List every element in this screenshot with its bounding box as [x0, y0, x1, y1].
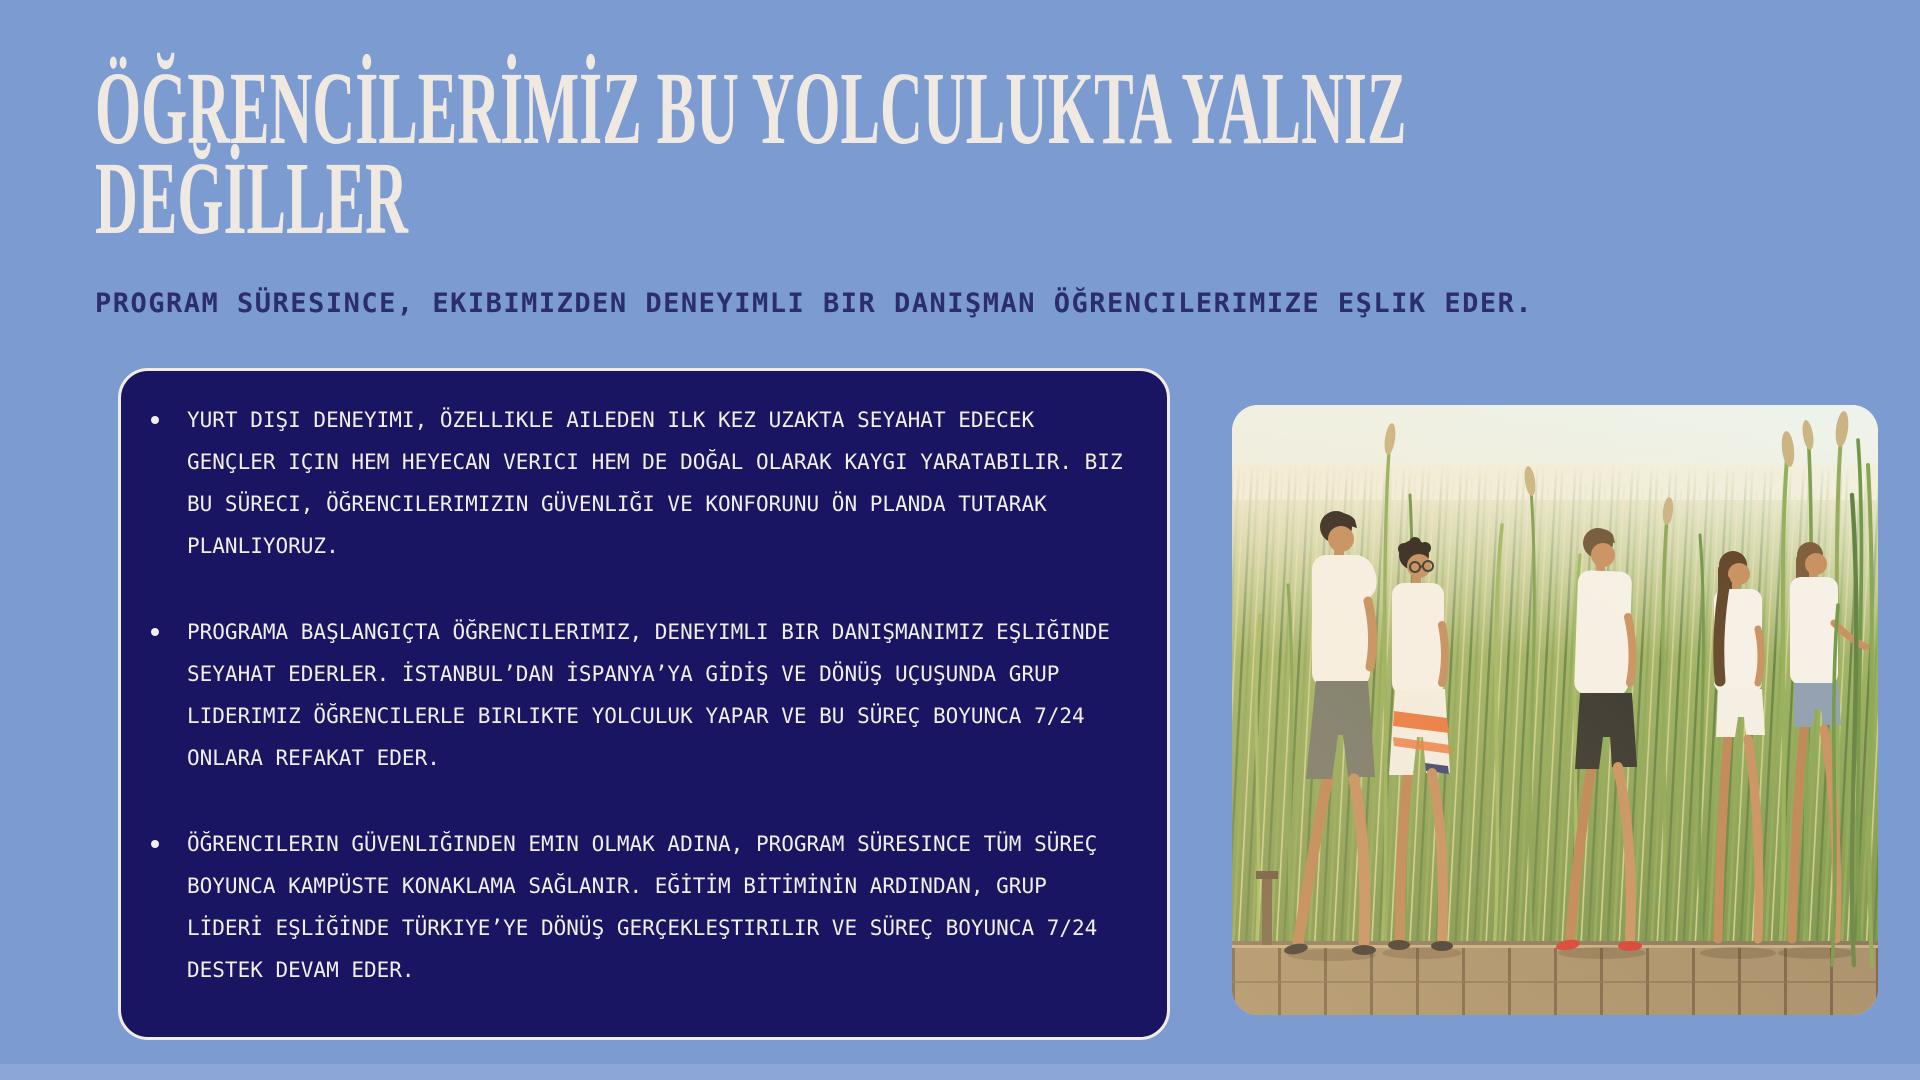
- bullet-text: PROGRAMA BAŞLANGIÇTA ÖĞRENCILERIMIZ, DENEYIMLI BIR DANIŞMANIMIZ EŞLIĞINDE SEYAHAT EDERLER. İSTANBUL’DAN İSPANYA’YA GİDİŞ VE DÖNÜŞ UÇUŞUNDA GRUP LIDERIMIZ ÖĞRENCILERLE BIRLIKTE YOLCULUK YAPAR VE BU SÜREÇ BOYUNCA 7/24 ONLARA REFAKAT EDER.: [187, 620, 1110, 770]
- bottom-strip: [0, 1064, 1920, 1080]
- info-card: [118, 368, 1170, 1040]
- bullet-text: YURT DIŞI DENEYIMI, ÖZELLIKLE AILEDEN ILK KEZ UZAKTA SEYAHAT EDECEK GENÇLER IÇIN HEM HEYECAN VERICI HEM DE DOĞAL OLARAK KAYGI YARATABILIR. BIZ BU SÜRECI, ÖĞRENCILERIMIZIN GÜVENLIĞI VE KONFORUNU ÖN PLANDA TUTARAK PLANLIYORUZ.: [187, 408, 1123, 558]
- bullet-icon: [151, 416, 159, 424]
- title-line-2: DEĞİLLER: [95, 141, 408, 256]
- list-item: [171, 823, 1126, 991]
- bullet-icon: [151, 840, 159, 848]
- bullet-text: ÖĞRENCILERIN GÜVENLIĞINDEN EMIN OLMAK ADINA, PROGRAM SÜRESINCE TÜM SÜREÇ BOYUNCA KAMPÜSTE KONAKLAMA SAĞLANIR. EĞİTİM BİTİMİNİN ARDINDAN, GRUP LİDERİ EŞLİĞİNDE TÜRKIYE’YE DÖNÜŞ GERÇEKLEŞTIRILIR VE SÜREÇ BOYUNCA 7/24 DESTEK DEVAM EDER.: [187, 832, 1098, 982]
- sunlight-overlay: [1232, 405, 1878, 1015]
- list-item: [171, 611, 1126, 779]
- list-item: [171, 399, 1126, 567]
- page-title: [95, 51, 1920, 256]
- subtitle: PROGRAM SÜRESINCE, EKIBIMIZDEN DENEYIMLI BIR DANIŞMAN ÖĞRENCILERIMIZE EŞLIK EDER.: [95, 288, 1534, 319]
- photo-students-boardwalk: [1232, 405, 1878, 1015]
- bullet-icon: [151, 628, 159, 636]
- bullet-list: [171, 399, 1126, 991]
- photo-illustration: [1232, 405, 1878, 1015]
- title-line-1: ÖĞRENCİLERİMİZ BU YOLCULUKTA YALNIZ: [95, 51, 1407, 166]
